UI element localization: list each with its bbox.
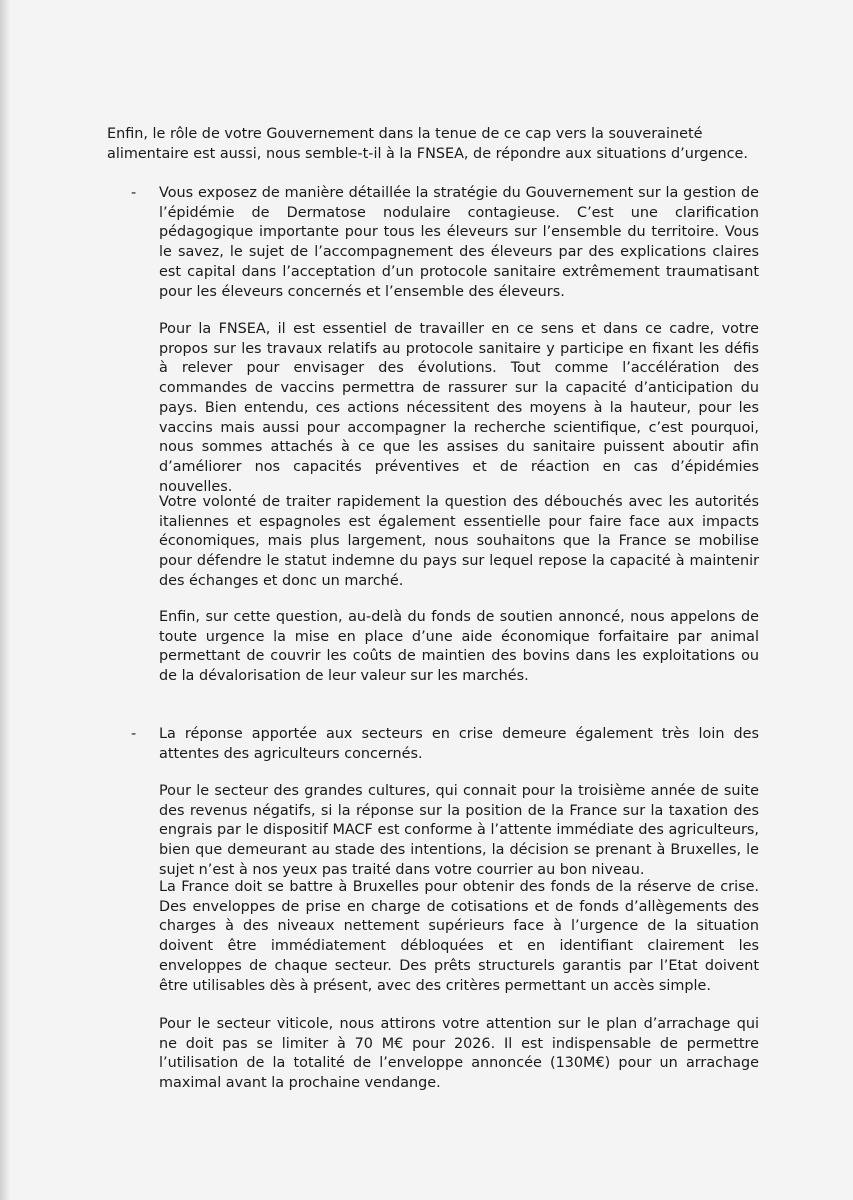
bullet2-paragraph-2: Pour le secteur des grandes cultures, qui connait pour la troisième année de suite des revenus négatifs, si la réponse sur la position de la France sur la taxation des engrais par le dispositif MACF est conforme à l’attente immédiate des agriculteurs, bien que demeurant au stade des intentions, la décision se prenant à Bruxelles, le sujet n’est à nos yeux pas traité dans votre courrier au bon niveau. (159, 783, 759, 878)
bullet1-paragraph-2: Pour la FNSEA, il est essentiel de travailler en ce sens et dans ce cadre, votre propos sur les travaux relatifs au protocole sanitaire y participe en fixant les défis à relever pour envisager des évolutions. Tout comme l’accélération des commandes de vaccins permettra de rassurer sur la capacité d’anticipation du pays. Bien entendu, ces actions nécessitent des moyens à la hauteur, pour les vaccins mais aussi pour accompagner la recherche scientifique, c’est pourquoi, nous sommes attachés à ce que les assises du sanitaire puissent aboutir afin d’améliorer nos capacités préventives et de réaction en cas d’épidémies nouvelles. (159, 321, 759, 495)
bullet1-lead-paragraph: Vous exposez de manière détaillée la stratégie du Gouvernement sur la gestion de l’épidémie de Dermatose nodulaire contagieuse. C’est une clarification pédagogique importante pour tous les éleveurs sur l’ensemble du territoire. Vous le savez, le sujet de l’accompagnement des éleveurs par des explications claires est capital dans l’acceptation d’un protocole sanitaire extrêmement traumatisant pour les éleveurs concernés et l’ensemble des éleveurs. (159, 185, 759, 300)
bullet-dash-1: - (131, 185, 137, 201)
bullet1-paragraph-4: Enfin, sur cette question, au-delà du fonds de soutien annoncé, nous appelons de toute urgence la mise en place d’une aide économique forfaitaire par animal permettant de couvrir les coûts de maintien des bovins dans les exploitations ou de la dévalorisation de leur valeur sur les marchés. (159, 609, 759, 685)
intro-paragraph: Enfin, le rôle de votre Gouvernement dans la tenue de ce cap vers la souveraineté alimentaire est aussi, nous semble-t-il à la FNSEA, de répondre aux situations d’urgence. (107, 126, 748, 162)
bullet1-paragraph-3: Votre volonté de traiter rapidement la question des débouchés avec les autorités italiennes et espagnoles est également essentielle pour faire face aux impacts économiques, mais plus largement, nous souhaitons que la France se mobilise pour défendre le statut indemne du pays sur lequel repose la capacité à maintenir des échanges et donc un marché. (159, 494, 759, 589)
bullet2-paragraph-3: La France doit se battre à Bruxelles pour obtenir des fonds de la réserve de crise. Des enveloppes de prise en charge de cotisations et de fonds d’allègements des charges à des niveaux nettement supérieurs face à l’urgence de la situation doivent être immédiatement débloquées et en identifiant clairement les enveloppes de chaque secteur. Des prêts structurels garantis par l’Etat doivent être utilisables dès à présent, avec des critères permettant un accès simple. (159, 879, 759, 994)
bullet2-paragraph-4: Pour le secteur viticole, nous attirons votre attention sur le plan d’arrachage qui ne doit pas se limiter à 70 M€ pour 2026. Il est indispensable de permettre l’utilisation de la totalité de l’enveloppe annoncée (130M€) pour un arrachage maximal avant la prochaine vendange. (159, 1016, 759, 1092)
bullet2-lead-paragraph: La réponse apportée aux secteurs en crise demeure également très loin des attentes des agriculteurs concernés. (159, 726, 759, 762)
bullet-dash-2: - (131, 726, 137, 742)
